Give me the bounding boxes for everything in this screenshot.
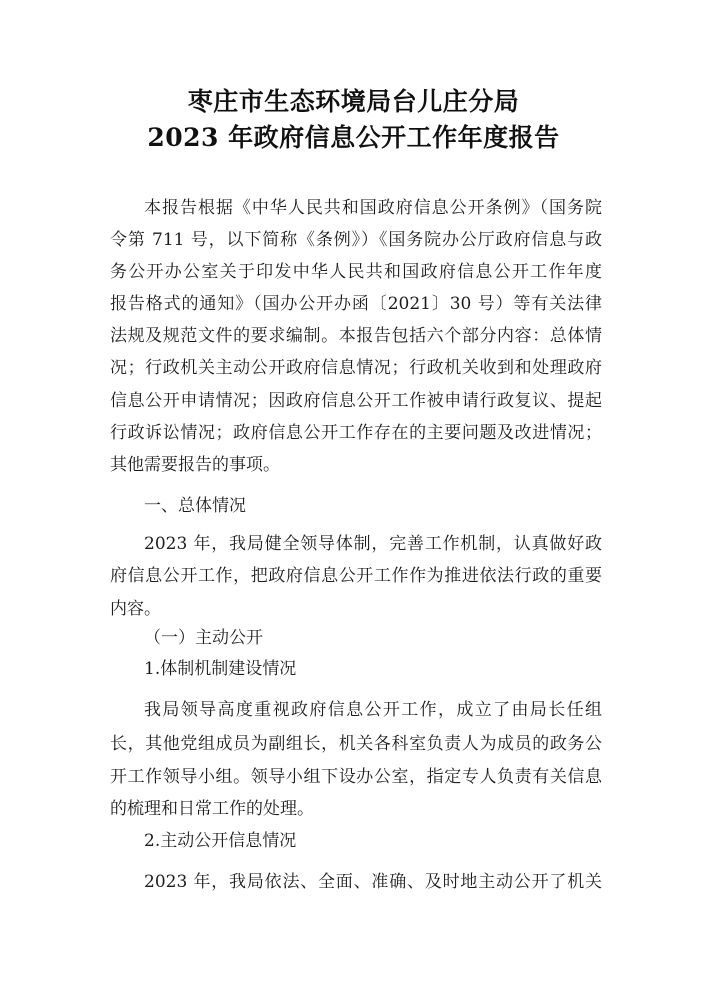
- section-paragraph-line: 府信息公开工作，把政府信息公开工作作为推进依法行政的重要: [110, 566, 602, 586]
- intro-paragraph-line: 况；行政机关主动公开政府信息情况；行政机关收到和处理政府: [110, 358, 602, 378]
- item-paragraph-line: 的梳理和日常工作的处理。: [110, 799, 314, 819]
- item-paragraph-line: 我局领导高度重视政府信息公开工作，成立了由局长任组: [144, 700, 602, 720]
- intro-paragraph-line: 务公开办公室关于印发中华人民共和国政府信息公开工作年度: [110, 262, 602, 282]
- item-paragraph-line: 长，其他党组成员为副组长，机关各科室负责人为成员的政务公: [110, 734, 602, 754]
- intro-paragraph-line: 其他需要报告的事项。: [110, 455, 280, 475]
- subsection-heading-proactive-disclosure: （一）主动公开: [144, 628, 263, 648]
- intro-paragraph-line: 报告格式的通知》（国办公开办函〔2021〕30 号）等有关法律: [110, 294, 602, 314]
- item-heading-mechanism: 1.体制机制建设情况: [144, 659, 297, 679]
- intro-paragraph-line: 行政诉讼情况；政府信息公开工作存在的主要问题及改进情况；: [110, 423, 602, 443]
- document-title-line-2: 2023 年政府信息公开工作年度报告: [147, 123, 560, 152]
- intro-paragraph-line: 本报告根据《中华人民共和国政府信息公开条例》（国务院: [144, 198, 602, 218]
- section-heading-overview: 一、总体情况: [144, 496, 246, 516]
- intro-paragraph-line: 信息公开申请情况；因政府信息公开工作被申请行政复议、提起: [110, 391, 602, 411]
- item-paragraph-line: 2023 年，我局依法、全面、准确、及时地主动公开了机关: [144, 872, 602, 892]
- section-paragraph-line: 2023 年，我局健全领导体制，完善工作机制，认真做好政: [144, 534, 602, 554]
- item-paragraph-line: 开工作领导小组。领导小组下设办公室，指定专人负责有关信息: [110, 767, 602, 787]
- item-heading-disclosure-info: 2.主动公开信息情况: [144, 831, 297, 851]
- intro-paragraph-line: 令第 711 号，以下简称《条例》）《国务院办公厅政府信息与政: [110, 230, 602, 250]
- intro-paragraph-line: 法规及规范文件的要求编制。本报告包括六个部分内容：总体情: [110, 326, 602, 346]
- section-paragraph-line: 内容。: [110, 599, 161, 619]
- document-title-line-1: 枣庄市生态环境局台儿庄分局: [187, 87, 520, 116]
